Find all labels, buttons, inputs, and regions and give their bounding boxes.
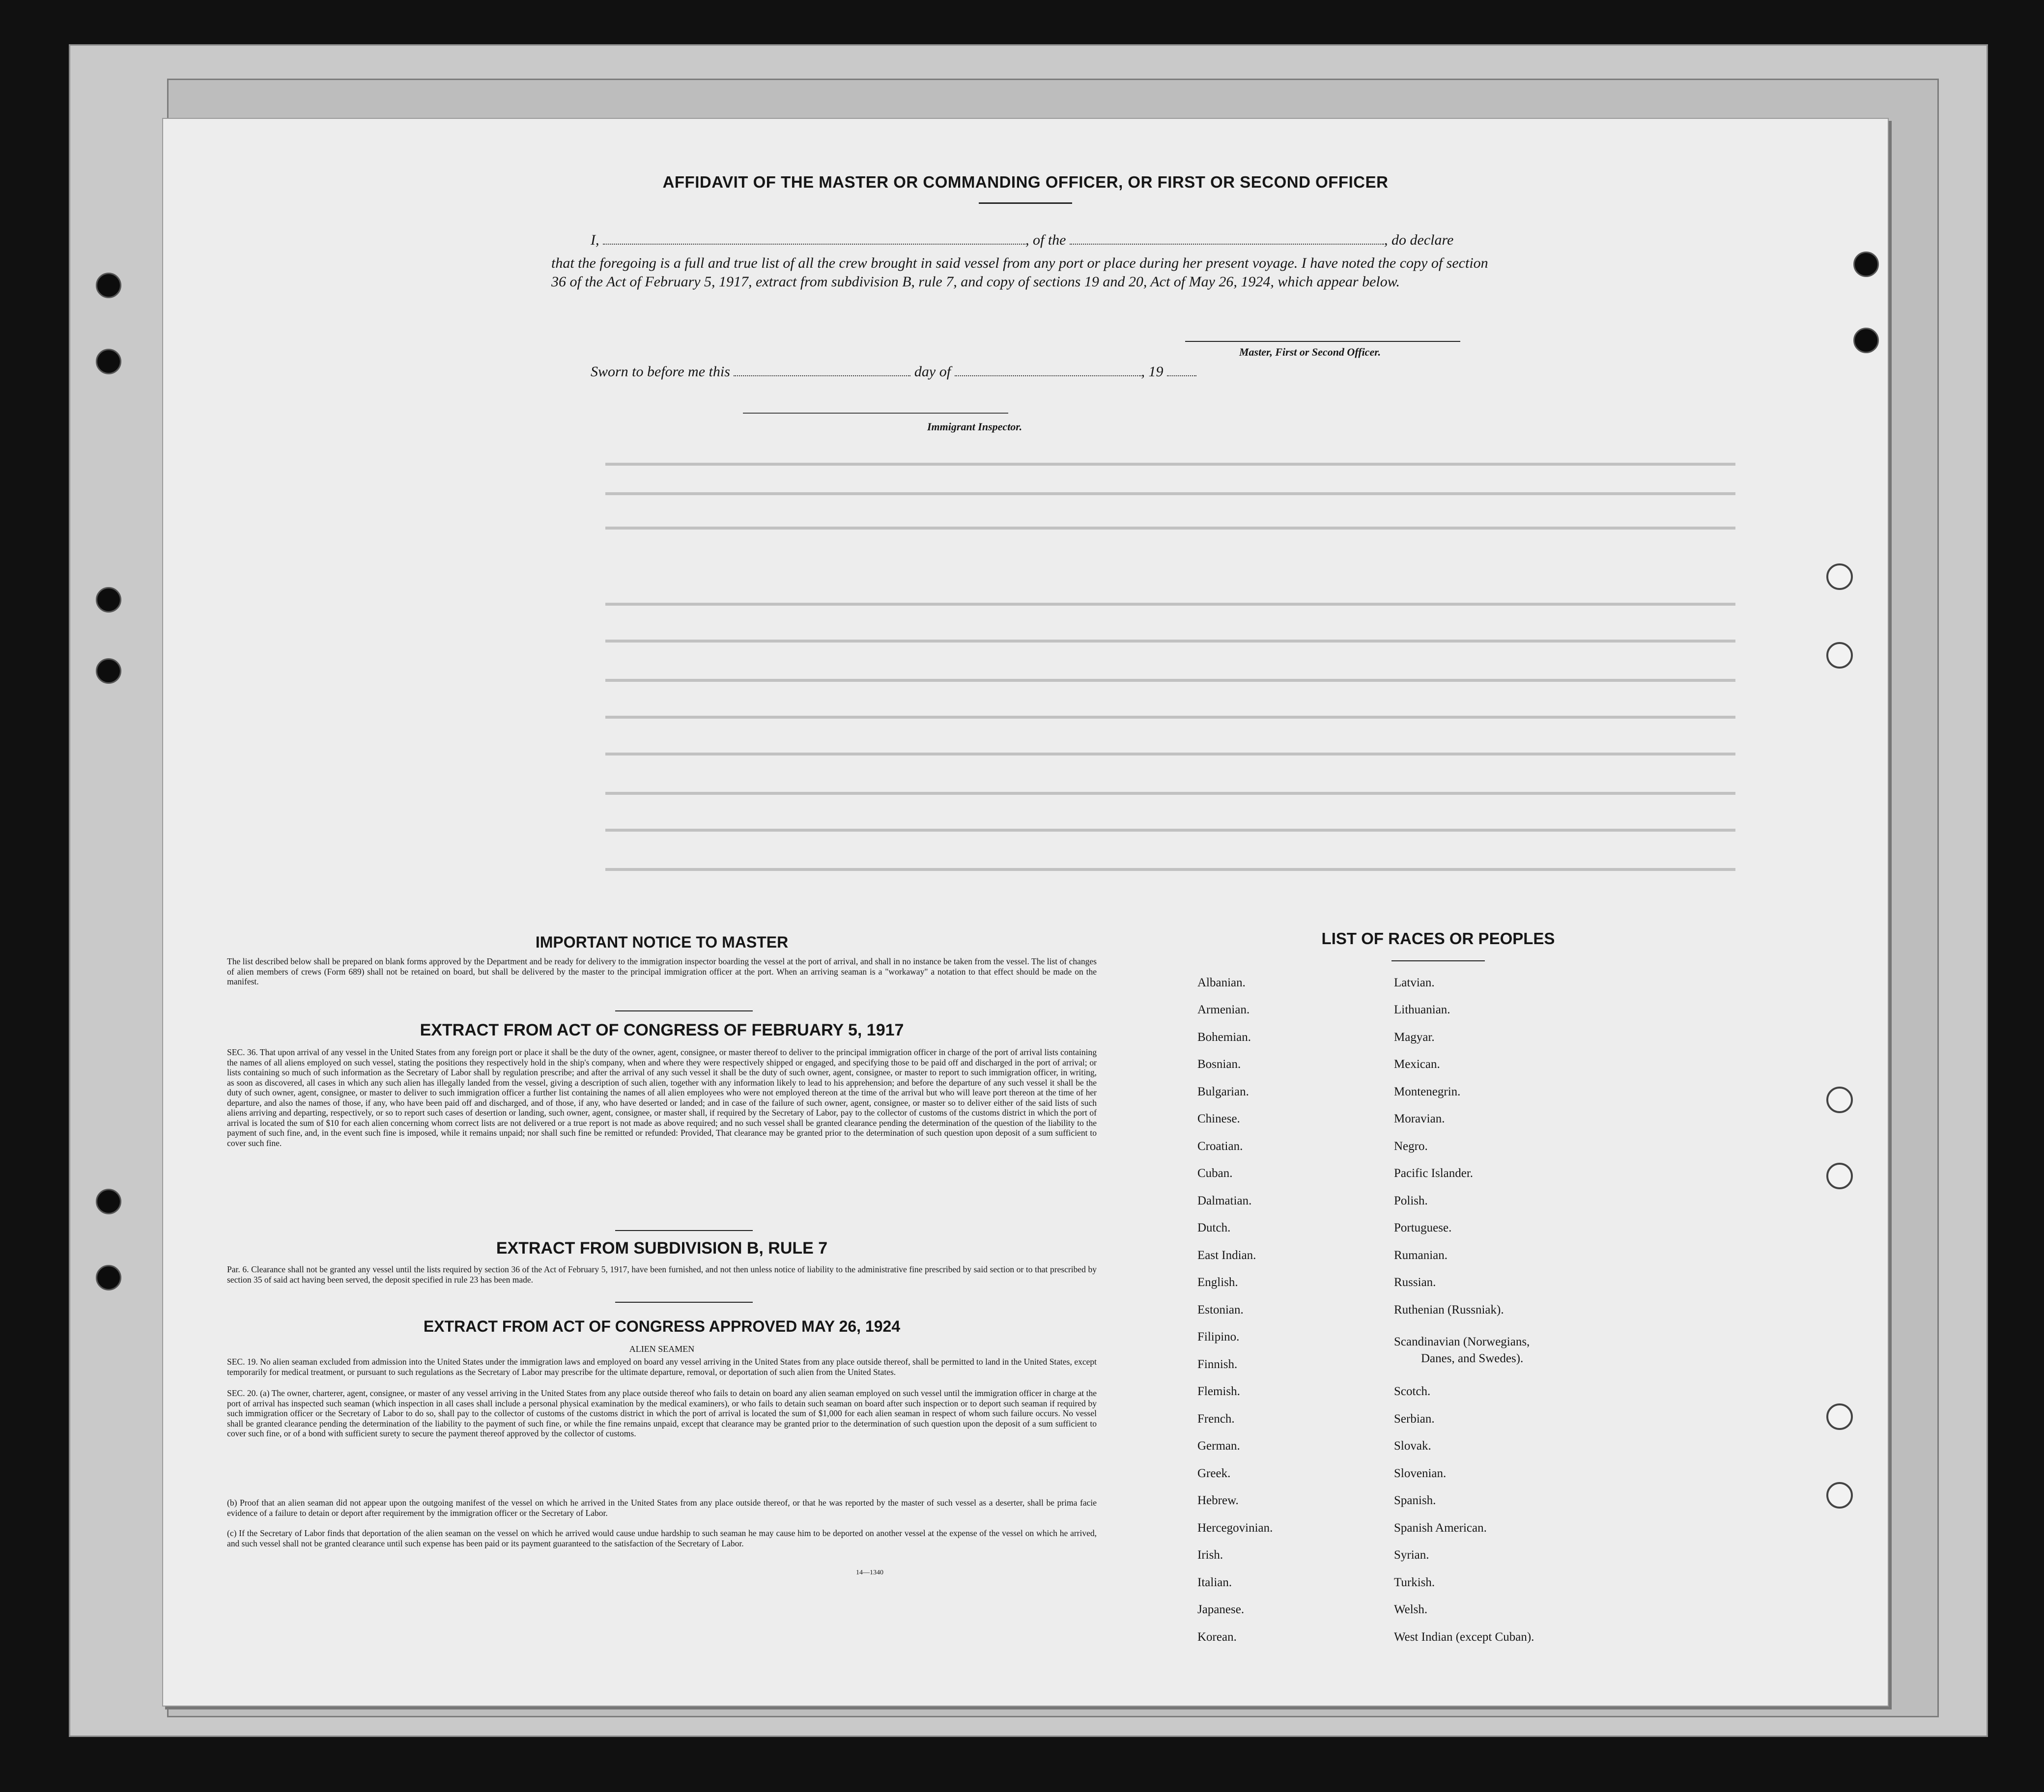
bleed-through [605,603,1735,606]
extract-1917-title: EXTRACT FROM ACT OF CONGRESS OF FEBRUARY 5, 1917 [420,1021,904,1039]
binder-hole [96,658,121,684]
extract-rule7-title: EXTRACT FROM SUBDIVISION B, RULE 7 [496,1239,828,1258]
bleed-through [605,868,1735,871]
binder-hole [96,1265,121,1290]
inspector-signature-label: Immigrant Inspector. [927,420,1022,433]
race-item: Magyar. [1394,1031,1435,1044]
race-item: Bosnian. [1197,1058,1241,1071]
race-item: Estonian. [1197,1303,1244,1316]
sworn-day-field[interactable] [734,364,910,376]
race-item: Pacific Islander. [1394,1167,1474,1180]
binder-hole [1853,252,1879,277]
sworn-month-field[interactable] [955,364,1141,376]
race-item: Rumanian. [1394,1249,1448,1262]
race-item: Negro. [1394,1140,1428,1153]
bleed-through [605,492,1735,495]
binder-hole [1826,1482,1853,1509]
affidavit-body: that the foregoing is a full and true list of all the crew brought in said vessel from any port or place during her present voyage. I have noted the copy of section 36 of the Act of February 5, 1917, extract from subdivision B, rule 7, and copy of sections 19 and 20, Act of May 26, 1924, which appear below. [551,255,1488,290]
race-item: Latvian. [1394,976,1435,989]
binder-hole [96,349,121,374]
day-of-label: day of [914,364,951,380]
bleed-through [605,753,1735,756]
title-rule [979,202,1072,204]
race-item: Greek. [1197,1467,1231,1480]
extract-1924-sec20b: (b) Proof that an alien seaman did not appear upon the outgoing manifest of the vessel on which he arrived in the United States from any place outside thereof, or that he was reported by the master of such vessel as a deserter, shall be prima facie evidence of a failure to detain or deport after requirement by the immigration officer or the Secretary of Labor. [227,1498,1097,1518]
notice-title: IMPORTANT NOTICE TO MASTER [535,933,789,951]
bleed-through [605,829,1735,832]
section-rule [615,1230,753,1231]
race-item: Moravian. [1394,1112,1445,1125]
race-item: Montenegrin. [1394,1085,1461,1098]
affidavit-page [162,118,1889,1707]
vessel-name-field[interactable] [1070,233,1384,245]
race-item: Chinese. [1197,1112,1240,1125]
race-item: Portuguese. [1394,1221,1452,1234]
race-item: Welsh. [1394,1603,1428,1616]
extract-rule7-text: Par. 6. Clearance shall not be granted any vessel until the lists required by section 36 of the Act of February 5, 1917, have been furnished, and not then unless notice of liability to the administrative fine prescribed by said section or to that prescribed by section 35 of said act having been served, the deposit specified in rule 23 has been made. [227,1264,1097,1285]
bleed-through [605,679,1735,682]
race-item: German. [1197,1439,1240,1453]
race-item: Slovenian. [1394,1467,1447,1480]
binder-hole [96,1189,121,1214]
race-item: Mexican. [1394,1058,1440,1071]
binder-hole [1853,328,1879,353]
section-rule [615,1302,753,1303]
race-item: Dutch. [1197,1221,1231,1234]
section-rule [615,1010,753,1011]
binder-hole [1826,1403,1853,1430]
race-item: East Indian. [1197,1249,1256,1262]
extract-1924-title: EXTRACT FROM ACT OF CONGRESS APPROVED MAY 26, 1924 [423,1317,901,1335]
race-item: Hercegovinian. [1197,1521,1273,1535]
race-item: Cuban. [1197,1167,1233,1180]
race-item: Spanish. [1394,1494,1436,1507]
binder-hole [1826,642,1853,669]
bleed-through [605,463,1735,466]
form-number: 14—1340 [856,1569,883,1576]
race-item: Bulgarian. [1197,1085,1249,1098]
race-item: Scandinavian (Norwegians, [1394,1335,1530,1348]
race-item: French. [1197,1412,1235,1426]
inspector-signature-line[interactable] [743,413,1008,414]
binder-hole [1826,1087,1853,1113]
race-item: Serbian. [1394,1412,1435,1426]
master-signature-line[interactable] [1185,341,1460,342]
alien-seamen-subtitle: ALIEN SEAMEN [629,1344,695,1354]
declare-label: , do declare [1384,232,1454,248]
master-signature-label: Master, First or Second Officer. [1239,346,1381,358]
race-item: Hebrew. [1197,1494,1239,1507]
race-item: Croatian. [1197,1140,1243,1153]
race-item: Ruthenian (Russniak). [1394,1303,1504,1316]
race-item: Syrian. [1394,1548,1429,1562]
race-item: Dalmatian. [1197,1194,1252,1207]
race-item: Armenian. [1197,1003,1250,1016]
race-item: Italian. [1197,1576,1232,1589]
sworn-year-field[interactable] [1167,364,1196,376]
race-item: Filipino. [1197,1330,1240,1344]
race-item: Spanish American. [1394,1521,1487,1535]
binder-hole [96,273,121,298]
sworn-prefix: Sworn to before me this [591,364,730,380]
declarant-prefix: I, [591,232,599,248]
race-item: Slovak. [1394,1439,1431,1453]
extract-1924-sec19: SEC. 19. No alien seaman excluded from admission into the United States under the immigration laws and employed on board any vessel arriving in the United States from any place outside thereof, shall be permitted to land in the United States, except temporarily for medical treatment, or pursuant to such regulations as the Secretary of Labor may prescribe for the ultimate departure, removal, or deportation of such alien from the United States. [227,1357,1097,1377]
race-item: Albanian. [1197,976,1246,989]
race-item: Finnish. [1197,1358,1238,1371]
sworn-line [591,364,1196,380]
of-the-label: , of the [1025,232,1066,248]
race-item: West Indian (except Cuban). [1394,1630,1534,1644]
race-item: Bohemian. [1197,1031,1251,1044]
extract-1917-text: SEC. 36. That upon arrival of any vessel in the United States from any foreign port or place it shall be the duty of the owner, agent, consignee, or master thereof to deliver to the principal immigration officer in charge of the port of arrival lists containing the names of all aliens employed on such vessel, stating the positions they respectively hold in the ship's company, when and where they were respectively shipped or engaged, and specifying those to be paid off and discharged in the port of arrival; or lists containing so much of such information as the Secretary of Labor shall by regulation prescribe; and after the arrival of any such vessel it shall be the duty of such owner, agent, consignee, or master to report to such immigration officer, in writing, as soon as discovered, all cases in which any such alien has illegally landed from the vessel, giving a description of such alien, together with any information likely to lead to his apprehension; and before the departure of any such vessel it shall be the duty of such owner, agent, consignee, or master to deliver to such immigration officer a further list containing the names of all alien employees who were not employed thereon at the time of the arrival but who will leave port thereon at the time of her departure, and also the names of those, if any, who have been paid off and discharged, and of those, if any, who have deserted or landed; and in case of the failure of such owner, agent, consignee, or master so to deliver either of the said lists of such aliens arriving and departing, respectively, or so to report such cases of desertion or landing, such owner, agent, consignee, or master shall, if required by the Secretary of Labor, pay to the collector of customs of the customs district in which the port of arrival is located the sum of $10 for each alien concerning whom correct lists are not delivered or a true report is not made as above required; and no such vessel shall be granted clearance pending the determination of the question of the liability to the payment of such fine, and, in the event such fine is imposed, while it remains unpaid; nor shall such fine be remitted or refunded: Provided, That clearance may be granted prior to the determination of such question upon deposit of a sum sufficient to cover such fine. [227,1047,1097,1148]
race-item: Turkish. [1394,1576,1435,1589]
race-item: English. [1197,1276,1238,1289]
binder-hole [96,587,121,613]
binder-hole [1826,563,1853,590]
binder-hole [1826,1163,1853,1189]
race-item: Russian. [1394,1276,1436,1289]
race-item: Japanese. [1197,1603,1245,1616]
race-item: Polish. [1394,1194,1428,1207]
extract-1924-sec20c: (c) If the Secretary of Labor finds that deportation of the alien seaman on the vessel on which he arrived would cause undue hardship to such seaman he may cause him to be deported on another vessel at the expense of the vessel on which he arrived, and such vessel shall not be granted clearance until such expense has been paid or its payment guaranteed to the satisfaction of the Secretary of Labor. [227,1528,1097,1548]
bleed-through [605,792,1735,795]
bleed-through [605,527,1735,530]
race-item: Korean. [1197,1630,1237,1644]
race-item: Flemish. [1197,1385,1240,1398]
races-title: LIST OF RACES OR PEOPLES [1321,929,1555,948]
affidavit-declaration-line [591,232,1453,249]
year-prefix: , 19 [1141,364,1164,380]
bleed-through [605,640,1735,643]
race-item: Irish. [1197,1548,1223,1562]
affidavit-title: AFFIDAVIT OF THE MASTER OR COMMANDING OFFICER, OR FIRST OR SECOND OFFICER [662,173,1389,191]
declarant-name-field[interactable] [603,233,1025,245]
races-rule [1391,960,1485,961]
race-item: Scotch. [1394,1385,1431,1398]
notice-text: The list described below shall be prepared on blank forms approved by the Department and be ready for delivery to the immigration inspector boarding the vessel at the port of arrival, and shall in no instance be taken from the vessel. The list of changes of alien members of crews (Form 689) shall not be retained on board, but shall be delivered by the master to the principal immigration officer at the port. When an arriving seaman is a "workaway" a notation to that effect should be made on the manifest. [227,956,1097,986]
extract-1924-sec20a: SEC. 20. (a) The owner, charterer, agent, consignee, or master of any vessel arriving in the United States from any place outside thereof who fails to detain on board any alien seaman employed on such vessel until the immigration officer in charge at the port of arrival has inspected such seaman (which inspection in all cases shall include a personal physical examination by the medical examiners), or who fails to detain such seaman on board after such inspection or to deport such seaman if required by such immigration officer or the Secretary of Labor to do so, shall pay to the collector of customs of the customs district in which the port of arrival is located the sum of $1,000 for each alien seaman in respect of whom such failure occurs. No vessel shall be granted clearance pending the determination of the liability to the payment of such fine, or while the fine remains unpaid, except that clearance may be granted prior to the determination of such question upon the deposit of a sum sufficient to cover such fine, or of a bond with sufficient surety to secure the payment thereof approved by the collector of customs. [227,1388,1097,1438]
race-item: Lithuanian. [1394,1003,1450,1016]
bleed-through [605,716,1735,719]
race-item: Danes, and Swedes). [1421,1352,1524,1365]
